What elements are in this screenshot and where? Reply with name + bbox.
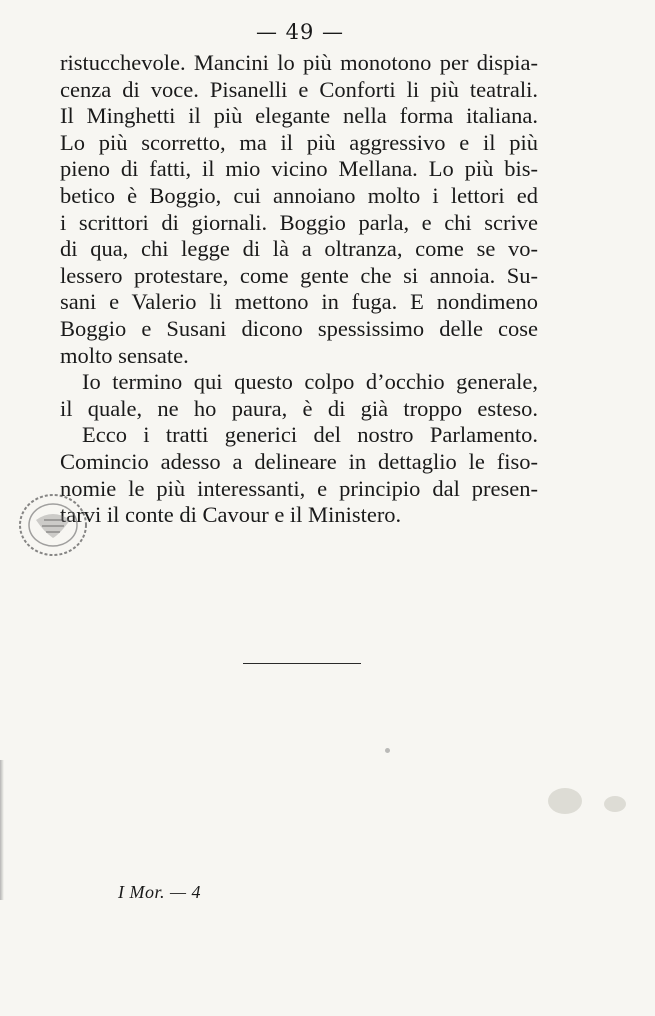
text-line: Boggio e Susani dicono spessissimo delle cose [60, 315, 538, 341]
text-line: Lo più scorretto, ma il più aggressivo e il più [60, 129, 538, 155]
text-line: tarvi il conte di Cavour e il Ministero. [60, 502, 402, 528]
text-line: molto sensate. [60, 342, 189, 368]
body-text [60, 50, 538, 529]
section-rule [243, 663, 361, 664]
text-line: lessero protestare, come gente che si annoia. Su- [60, 262, 538, 288]
text-line: il quale, ne ho paura, è di già troppo esteso. [60, 395, 538, 421]
text-line: Comincio adesso a delineare in dettaglio le fiso- [60, 448, 538, 474]
paper-speck [604, 796, 626, 812]
text-line: betico è Boggio, cui annoiano molto i lettori ed [60, 182, 538, 208]
paper-speck [548, 788, 582, 814]
text-line: Io termino qui questo colpo d’occhio generale, [82, 369, 538, 395]
text-line: Ecco i tratti generici del nostro Parlamento. [82, 422, 538, 448]
text-line: i scrittori di giornali. Boggio parla, e chi scrive [60, 209, 538, 235]
signature-mark: I Mor. — 4 [118, 882, 202, 902]
text-line: sani e Valerio li mettono in fuga. E nondimeno [60, 289, 538, 315]
binding-shadow [0, 760, 4, 900]
paper-speck [385, 748, 390, 753]
text-line: cenza di voce. Pisanelli e Conforti li più teatrali. [60, 76, 538, 102]
text-line: nomie le più interessanti, e principio dal presen- [60, 475, 538, 501]
text-line: pieno di fatti, il mio vicino Mellana. Lo più bis- [60, 156, 538, 182]
text-line: ristucchevole. Mancini lo più monotono per dispia- [60, 50, 538, 75]
page-number: — 49 — [255, 20, 345, 44]
text-line: Il Minghetti il più elegante nella forma italiana. [60, 103, 538, 129]
text-line: di qua, chi legge di là a oltranza, come se vo- [60, 236, 538, 262]
library-stamp-icon [16, 490, 90, 560]
